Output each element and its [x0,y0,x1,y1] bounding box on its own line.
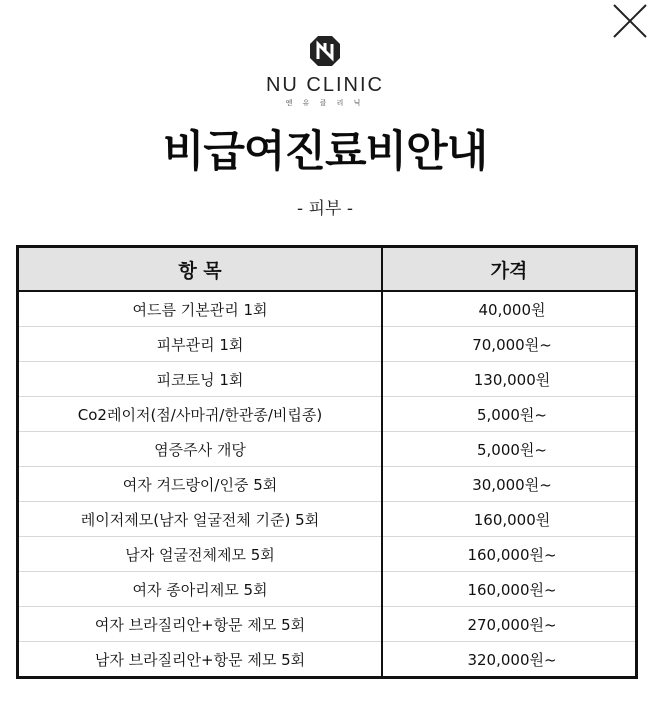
table-row [18,502,637,537]
clinic-logo [0,34,650,108]
row-price: 270,000원~ [382,607,637,642]
row-item: 레이저제모(남자 얼굴전체 기준) 5회 [18,502,383,537]
table-row [18,642,637,678]
table-row [18,362,637,397]
table-header-row [18,247,637,292]
table-row [18,397,637,432]
header-price: 가격 [382,247,637,292]
row-item: 남자 얼굴전체제모 5회 [18,537,383,572]
row-item: Co2레이저(점/사마귀/한관종/비립종) [18,397,383,432]
row-price: 70,000원~ [382,327,637,362]
row-price: 40,000원 [478,300,546,319]
row-price: 130,000원 [382,362,637,397]
table-row [18,537,637,572]
table-row [18,572,637,607]
page-subtitle: - 피부 - [297,199,353,219]
row-price: 160,000원 [382,502,637,537]
table-row [18,327,637,362]
page-title: 비급여진료비안내 [162,127,488,177]
nu-logo-icon [308,34,342,68]
table-row [18,607,637,642]
row-price: 160,000원~ [382,537,637,572]
table-row [18,291,637,327]
row-item: 피코토닝 1회 [18,362,383,397]
row-item: 여드름 기본관리 1회 [18,291,383,327]
row-price: 5,000원~ [382,432,637,467]
row-item: 여자 겨드랑이/인중 5회 [18,467,383,502]
logo-subtext: 엔 유 클 리 닉 [285,99,365,107]
row-item: 여자 브라질리안+항문 제모 5회 [18,607,383,642]
logo-text: NU CLINIC [265,74,384,96]
table-row [18,467,637,502]
header-item: 항 목 [18,247,383,292]
row-price: 320,000원~ [382,642,637,678]
row-item: 피부관리 1회 [18,327,383,362]
row-item: 여자 종아리제모 5회 [18,572,383,607]
price-table [16,245,638,679]
row-item: 남자 브라질리안+항문 제모 5회 [18,642,383,678]
row-item: 염증주사 개당 [18,432,383,467]
row-price: 5,000원~ [382,397,637,432]
row-price: 160,000원~ [382,572,637,607]
row-price: 30,000원~ [382,467,637,502]
table-row [18,432,637,467]
